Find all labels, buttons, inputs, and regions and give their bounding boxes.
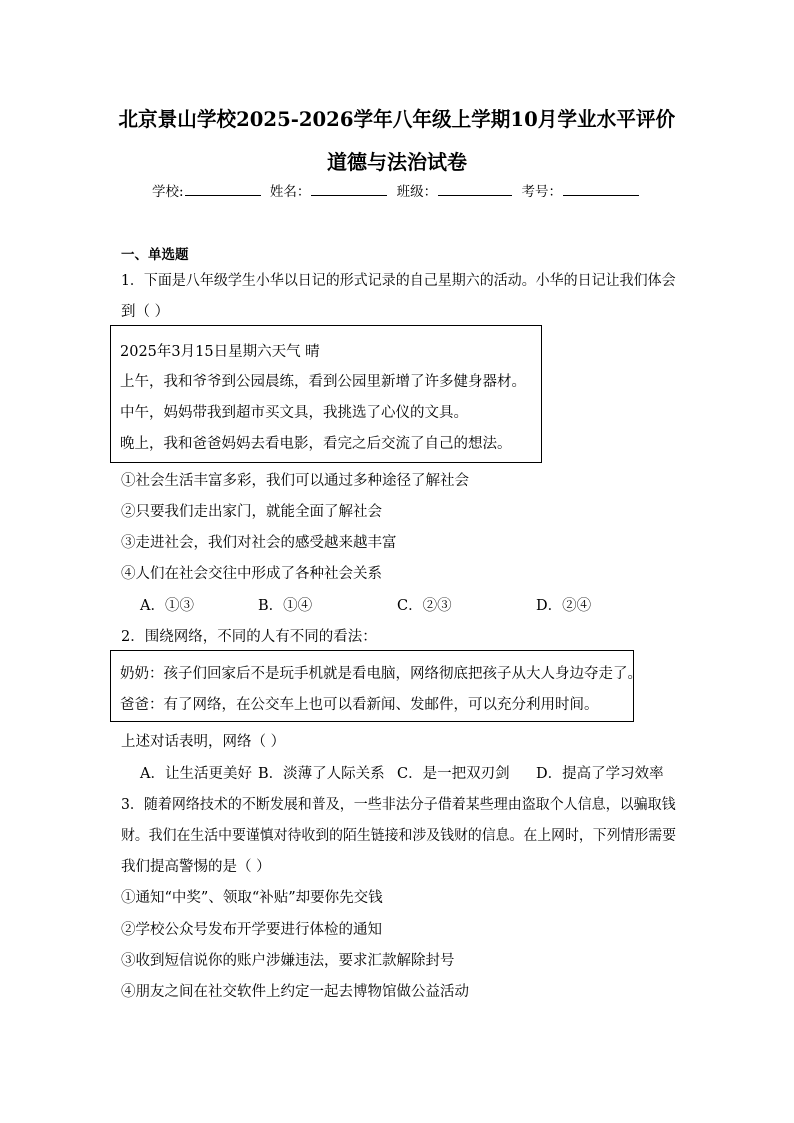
q2-stem: 2．围绕网络，不同的人有不同的看法：	[121, 629, 377, 645]
class-blank[interactable]	[438, 183, 512, 196]
q2-option-b[interactable]: B．淡薄了人际关系	[258, 766, 385, 782]
q2-option-a[interactable]: A．让生活更美好	[140, 766, 252, 782]
q2-option-c[interactable]: C．是一把双刃剑	[397, 766, 510, 782]
diary-line: 中午，妈妈带我到超市买文具，我挑选了心仪的文具。	[120, 405, 468, 421]
q1-option-c[interactable]: C．②③	[397, 598, 452, 614]
section-heading: 一、单选题	[121, 247, 189, 263]
q1-stem-line2: 到（ ）	[121, 304, 170, 320]
q2-question: 上述对话表明，网络（ ）	[121, 734, 286, 750]
q3-statement: ②学校公众号发布开学要进行体检的通知	[121, 922, 382, 938]
q3-stem-line1: 3．随着网络技术的不断发展和普及，一些非法分子借着某些理由盗取个人信息，以骗取钱	[121, 797, 676, 813]
student-info-row	[0, 180, 794, 200]
exam-subtitle: 道德与法治试卷	[327, 150, 467, 174]
dialogue-line: 奶奶：孩子们回家后不是玩手机就是看电脑，网络彻底把孩子从大人身边夺走了。	[120, 666, 642, 682]
diary-line: 2025年3月15日星期六天气 晴	[120, 344, 320, 360]
exam-title: 北京景山学校2025-2026学年八年级上学期10月学业水平评价	[118, 107, 676, 131]
number-blank[interactable]	[563, 183, 639, 196]
q1-option-a[interactable]: A．①③	[140, 598, 194, 614]
q3-statement: ③收到短信说你的账户涉嫌违法，要求汇款解除封号	[121, 953, 455, 969]
q1-diary-box	[110, 325, 542, 463]
name-label: 姓名：	[269, 184, 311, 200]
dialogue-line: 爸爸：有了网络，在公交车上也可以看新闻、发邮件，可以充分利用时间。	[120, 697, 599, 713]
diary-line: 上午，我和爷爷到公园晨练，看到公园里新增了许多健身器材。	[120, 374, 526, 390]
q1-statement: ③走进社会，我们对社会的感受越来越丰富	[121, 535, 397, 551]
q1-option-b[interactable]: B．①④	[258, 598, 313, 614]
class-label: 班级：	[396, 184, 438, 200]
q1-statement: ②只要我们走出家门，就能全面了解社会	[121, 504, 382, 520]
q3-statement: ①通知“中奖”、领取“补贴”却要你先交钱	[121, 890, 383, 906]
q1-statement: ④人们在社会交往中形成了各种社会关系	[121, 566, 382, 582]
school-blank[interactable]	[185, 183, 261, 196]
name-blank[interactable]	[311, 183, 387, 196]
q2-option-d[interactable]: D．提高了学习效率	[536, 766, 664, 782]
q2-dialogue-box	[110, 650, 642, 722]
q3-stem-line3: 我们提高警惕的是（ ）	[121, 859, 271, 875]
q1-statement: ①社会生活丰富多彩，我们可以通过多种途径了解社会	[121, 473, 469, 489]
q1-option-d[interactable]: D．②④	[536, 598, 592, 614]
q3-stem-line2: 财。我们在生活中要谨慎对待收到的陌生链接和涉及钱财的信息。在上网时，下列情形需要	[121, 828, 677, 844]
q3-statement: ④朋友之间在社交软件上约定一起去博物馆做公益活动	[121, 984, 469, 1000]
school-label: 学校:	[152, 184, 184, 200]
q1-stem-line1: 1．下面是八年级学生小华以日记的形式记录的自己星期六的活动。小华的日记让我们体会	[121, 273, 676, 289]
number-label: 考号：	[521, 184, 562, 200]
diary-line: 晚上，我和爸爸妈妈去看电影，看完之后交流了自己的想法。	[120, 436, 512, 452]
